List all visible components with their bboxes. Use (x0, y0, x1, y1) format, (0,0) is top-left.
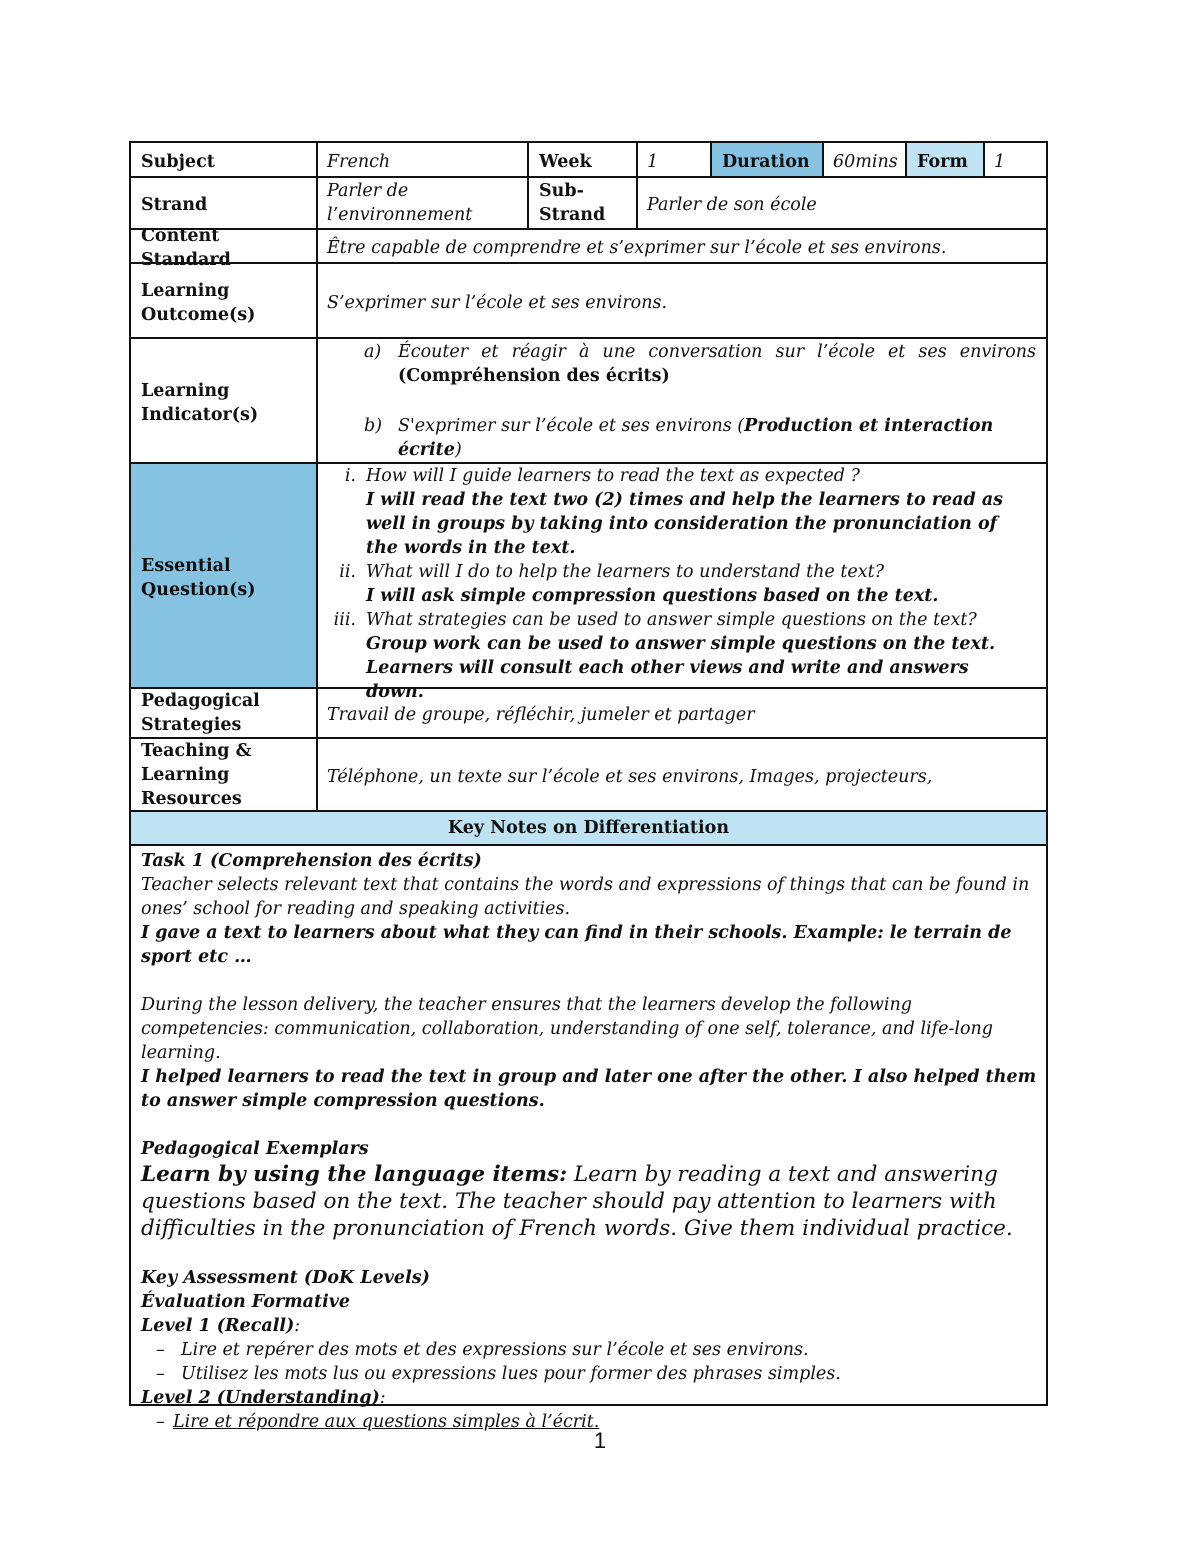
indicator-item (318, 340, 1036, 388)
essential-question-list (326, 464, 1022, 704)
learning-indicator-label: Learning Indicator(s) (129, 337, 318, 464)
question-marker: iii. (333, 610, 356, 630)
resources-value: Téléphone, un texte sur l’école et ses environs, Images, projecteurs, (316, 737, 1048, 812)
lesson-plan-table (129, 141, 1048, 1432)
form-value: 1 (983, 141, 1048, 178)
question-text: What will I do to help the learners to understand the text? (366, 562, 885, 582)
learning-outcome-label: Learning Outcome(s) (129, 262, 318, 339)
content-standard-value: Être capable de comprendre et s’exprimer sur l’école et ses environs. (316, 228, 1048, 264)
week-label: Week (527, 141, 638, 178)
content-standard-label: Content Standard (129, 228, 318, 264)
indicator-text: Écouter et réagir à une conversation sur l’école et ses environs (398, 342, 1036, 362)
question-text: How will I guide learners to read the text as expected ? (366, 466, 860, 486)
list-item: – Utilisez les mots lus ou expressions lues pour former des phrases simples. (141, 1362, 1038, 1386)
learning-indicator-cell (316, 337, 1048, 464)
list-item: – Lire et répondre aux questions simples à l’écrit. (141, 1410, 1038, 1434)
competencies-text: During the lesson delivery, the teacher ensures that the learners develop the following competencies: communication, collaboration, understanding of one self, tolerance, and life-long learning. (141, 995, 993, 1063)
level2-title: Level 2 (Understanding) (141, 1388, 380, 1408)
indicator-bold: Production et interaction écrite (398, 416, 994, 460)
indicator-item (318, 414, 1036, 462)
subject-value: French (316, 141, 529, 178)
pedagogical-strategies-value: Travail de groupe, réfléchir, jumeler et partager (316, 687, 1048, 739)
exemplars-text: Learn by reading a text and answering questions based on the text. The teacher should pay attention to learners with difficulties in the pronunciation of French words. Give them individual practice. (141, 1162, 1013, 1241)
learning-outcome-value: S’exprimer sur l’école et ses environs. (316, 262, 1048, 339)
assessment-title: Key Assessment (DoK Levels) (141, 1268, 430, 1288)
level1-title: Level 1 (Recall) (141, 1316, 295, 1336)
differentiation-body: Task 1 (Comprehension des écrits) Teacher selects relevant text that contains the words and expressions of things that can be found in ones’ school for reading and speaking activities. I gave a text to learners about what they can find in their schools. Example: le terrain de sport etc … During the lesson delivery, the teacher ensures that the learners develop the following competencies: communication, collaboration, understanding of one self, tolerance, and life-long learning. I helped learners to read the text in group and later one after the other. I also helped them to answer simple compression questions. Pedagogical Exemplars Learn by using the language items: Learn by reading a text and answering questions based on the text. The teacher should pay attention to learners with difficulties in the pronunciation of French words. Give them individual practice. Key Assessment (DoK Levels) Évaluation Formative Level 1 (Recall): – Lire et repérer des mots et des expressions sur l’école et ses environs. – Utilisez les mots lus ou expressions lues pour former des phrases simples. Level 2 (Understanding): – Lire et répondre aux questions simples à l’écrit. (129, 844, 1048, 1406)
task-done: I gave a text to learners about what they can find in their schools. Example: le terrain de sport etc … (141, 923, 1012, 967)
page-number: 1 (593, 1428, 607, 1453)
duration-label: Duration (710, 141, 824, 178)
exemplars-title: Pedagogical Exemplars (141, 1139, 369, 1159)
sub-strand-value: Parler de son école (636, 176, 1048, 230)
indicator-tail: ) (454, 440, 462, 460)
question-marker: ii. (339, 562, 356, 582)
form-label: Form (905, 141, 985, 178)
differentiation-heading: Key Notes on Differentiation (129, 810, 1048, 846)
essential-question-label: Essential Question(s) (129, 462, 318, 689)
sub-strand-label: Sub-Strand (527, 176, 638, 230)
strand-value: Parler de l’environnement (316, 176, 529, 230)
list-item (326, 464, 1022, 560)
competencies-done: I helped learners to read the text in group and later one after the other. I also helped them to answer simple compression questions. (141, 1067, 1037, 1111)
strand-label: Strand (129, 176, 318, 230)
indicator-bold: (Compréhension des écrits) (398, 366, 670, 386)
task-description: Teacher selects relevant text that contains the words and expressions of things that can be found in ones’ school for reading and speaking activities. (141, 875, 1030, 919)
exemplars-paragraph (141, 1161, 1038, 1242)
essential-question-cell (316, 462, 1048, 702)
answer-text: I will ask simple compression questions based on the text. (366, 586, 939, 606)
question-text: What strategies can be used to answer simple questions on the text? (366, 610, 977, 630)
resources-label: Teaching & Learning Resources (129, 737, 318, 812)
week-value: 1 (636, 141, 712, 178)
pedagogical-strategies-label: Pedagogical Strategies (129, 687, 318, 739)
list-item: – Lire et repérer des mots et des expressions sur l’école et ses environs. (141, 1338, 1038, 1362)
indicator-marker: a) (364, 342, 382, 362)
task-title: Task 1 (Comprehension des écrits) (141, 851, 482, 871)
answer-text: I will read the text two (2) times and help the learners to read as well in groups by taking into consideration the pronunciation of the words in the text. (366, 490, 1004, 558)
subject-label: Subject (129, 141, 318, 178)
indicator-marker: b) (364, 416, 383, 436)
answer-text: Group work can be used to answer simple questions on the text. Learners will consult each other views and write and answers down. (366, 634, 996, 702)
question-marker: i. (344, 466, 356, 486)
duration-value: 60mins (822, 141, 907, 178)
exemplars-lead: Learn by using the language items: (141, 1162, 568, 1187)
assessment-subtitle: Évaluation Formative (141, 1292, 351, 1312)
list-item (326, 560, 1022, 608)
indicator-text: S'exprimer sur l’école et ses environs ( (398, 416, 745, 436)
